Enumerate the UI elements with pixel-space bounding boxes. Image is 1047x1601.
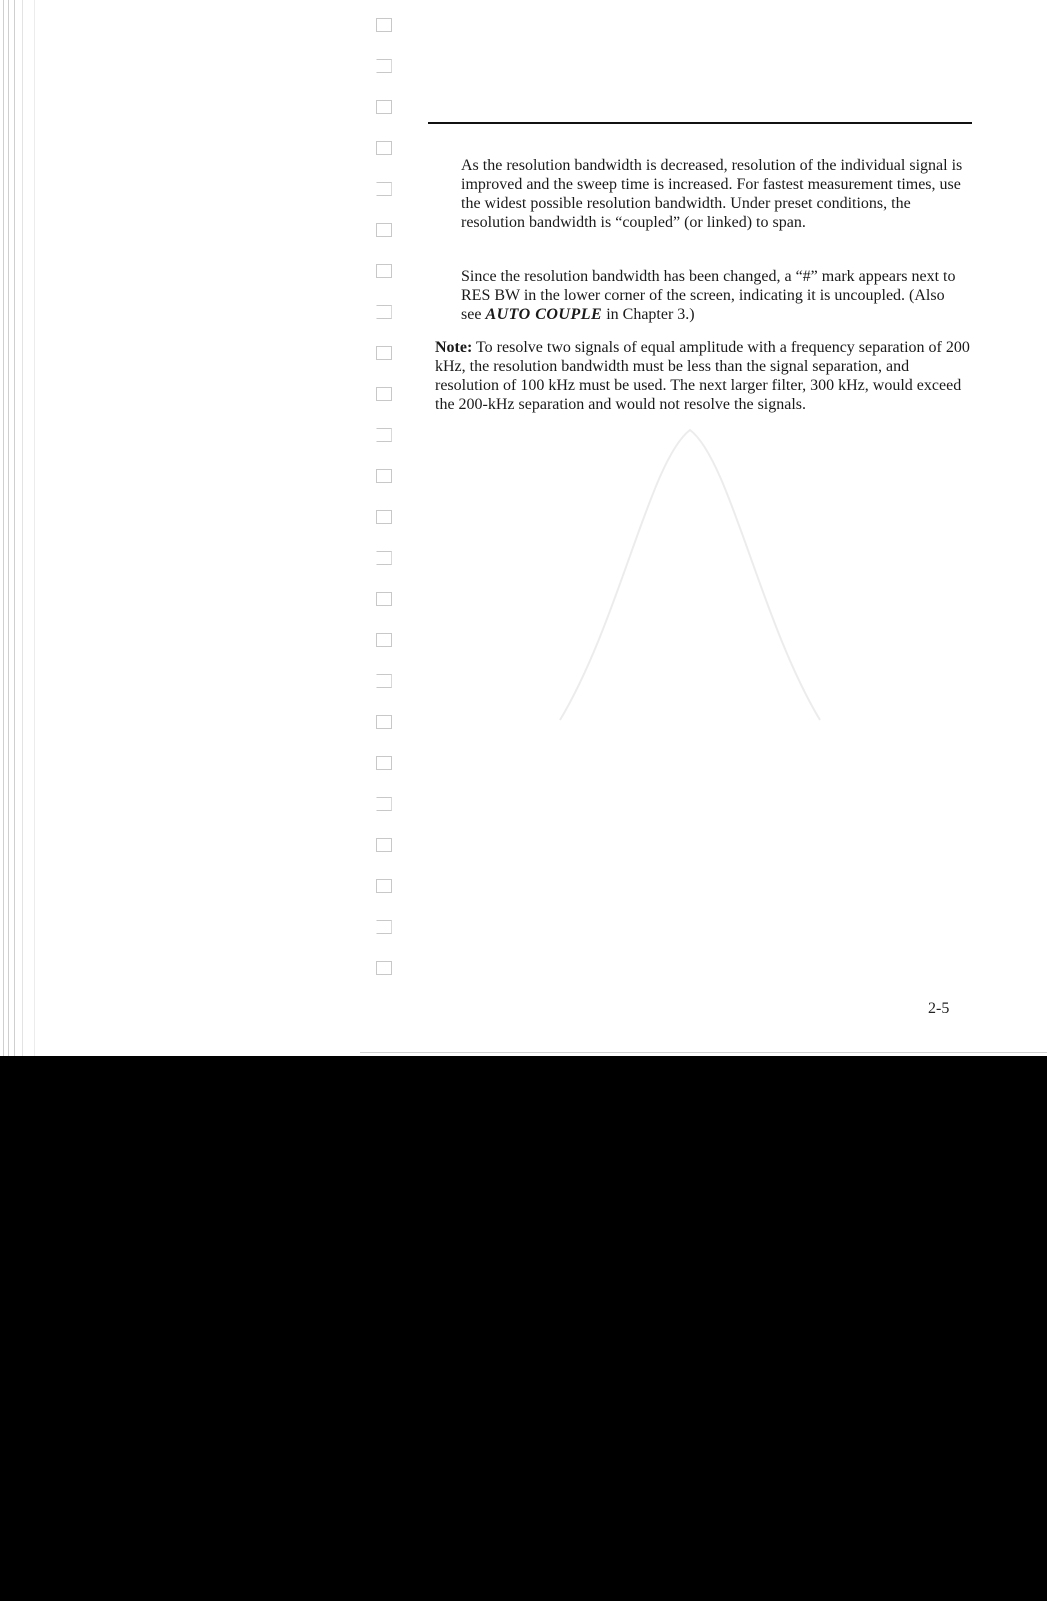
- header-rule: [428, 122, 972, 124]
- bleed-through-artwork: [540, 420, 840, 740]
- note-label: Note:: [435, 339, 473, 356]
- paragraph-uncoupled-mark: [461, 267, 961, 324]
- auto-couple-reference: AUTO COUPLE: [485, 306, 603, 323]
- binder-hole: [376, 674, 392, 688]
- binder-hole: [376, 633, 392, 647]
- binder-hole: [376, 223, 392, 237]
- binder-hole: [376, 18, 392, 32]
- binder-hole: [376, 551, 392, 565]
- note-text: To resolve two signals of equal amplitude with a frequency separation of 200 kHz, the resolution bandwidth must be less than the signal separation, and resolution of 100 kHz must be used. The next larger filter, 300 kHz, would exceed the 200-kHz separation and would not resolve the signals.: [435, 339, 970, 413]
- binder-hole: [376, 920, 392, 934]
- binder-hole: [376, 141, 392, 155]
- binder-hole: [376, 756, 392, 770]
- paragraph-2-text-start: Since the resolution bandwidth has been changed, a “#” mark appears next to RES BW in the lower corner of the screen, indicating it is uncoupled. (Also see: [461, 268, 956, 323]
- binder-hole: [376, 305, 392, 319]
- binder-hole: [376, 100, 392, 114]
- binder-hole: [376, 59, 392, 73]
- paragraph-2-text-end: in Chapter 3.): [602, 306, 695, 323]
- binder-hole: [376, 510, 392, 524]
- binder-hole: [376, 838, 392, 852]
- paragraph-resolution-bandwidth: As the resolution bandwidth is decreased, resolution of the individual signal is improved and the sweep time is increased. For fastest measurement times, use the widest possible resolution bandwidth. Under preset conditions, the resolution bandwidth is “coupled” (or linked) to span.: [461, 157, 963, 231]
- binder-hole: [376, 469, 392, 483]
- binder-hole: [376, 346, 392, 360]
- binder-hole: [376, 961, 392, 975]
- page-bottom-edge: [360, 1052, 1047, 1053]
- binder-hole: [376, 182, 392, 196]
- page-number: 2-5: [928, 1000, 950, 1017]
- note-paragraph: [435, 338, 975, 414]
- binder-hole: [376, 387, 392, 401]
- binder-hole: [376, 264, 392, 278]
- binder-hole: [376, 797, 392, 811]
- binder-hole: [376, 428, 392, 442]
- binder-hole: [376, 879, 392, 893]
- binder-hole: [376, 592, 392, 606]
- binder-hole: [376, 715, 392, 729]
